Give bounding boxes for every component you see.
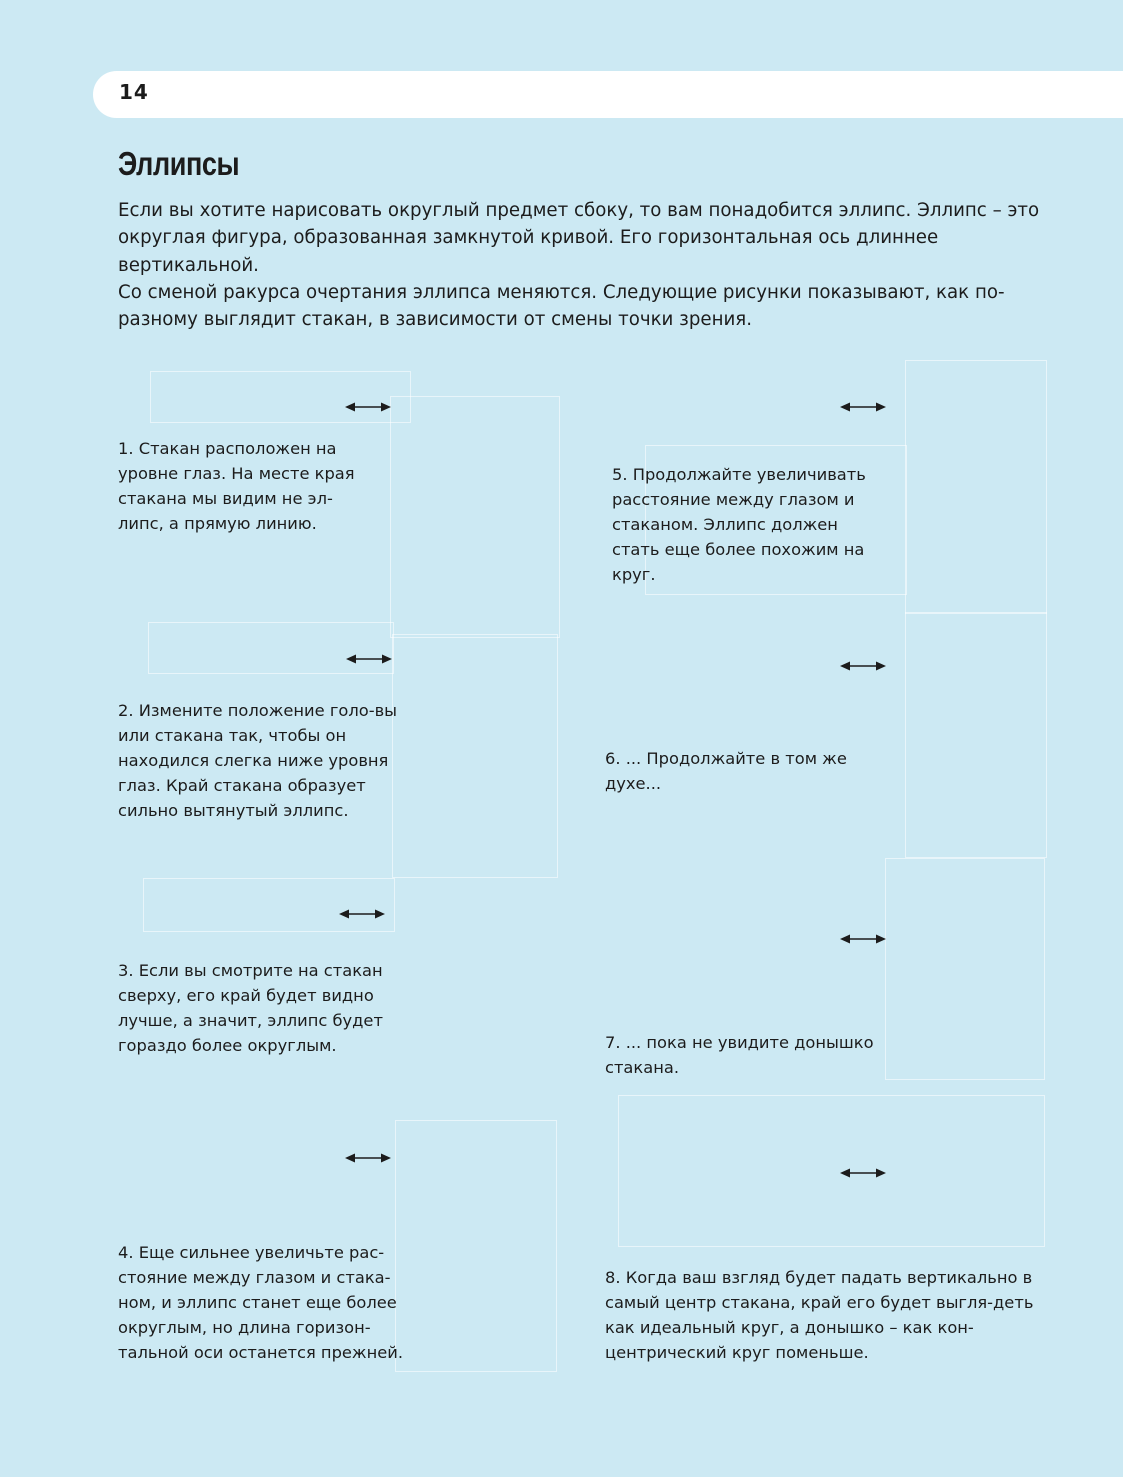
step-4-caption: 4. Еще сильнее увеличьте рас-стояние между глазом и стака-ном, и эллипс станет еще более округлым, но длина горизон-тальной оси останется прежней. bbox=[118, 1243, 404, 1362]
horizontal-axis-arrow-icon bbox=[339, 908, 385, 920]
illustration-frame bbox=[905, 360, 1047, 614]
intro-paragraph: Если вы хотите нарисовать округлый предмет сбоку, то вам понадобится эллипс. Эллипс – это округлая фигура, образованная замкнутой кривой. Его горизонтальная ось длиннее вертикальной. bbox=[118, 200, 1040, 276]
horizontal-axis-arrow-icon bbox=[840, 401, 886, 413]
illustration-frame bbox=[390, 396, 560, 638]
illustration-frame bbox=[618, 1095, 1045, 1247]
illustration-frame bbox=[905, 612, 1047, 858]
page-number: 14 bbox=[119, 80, 149, 104]
step-7-caption: 7. ... пока не увидите донышко стакана. bbox=[605, 1033, 874, 1077]
step-8-caption: 8. Когда ваш взгляд будет падать вертикально в самый центр стакана, край его будет выгля-деть как идеальный круг, а донышко – как кон-центрический круг поменьше. bbox=[605, 1268, 1034, 1362]
step-2-caption: 2. Измените положение голо-вы или стакана так, чтобы он находился слегка ниже уровня глаз. Край стакана образует сильно вытянутый эллипс. bbox=[118, 701, 398, 820]
illustration-frame bbox=[395, 1120, 557, 1372]
horizontal-axis-arrow-icon bbox=[345, 1152, 391, 1164]
intro-paragraph: Со сменой ракурса очертания эллипса меняются. Следующие рисунки показывают, как по-разному выглядит стакан, в зависимости от смены точки зрения. bbox=[118, 281, 1005, 331]
illustration-frame bbox=[148, 622, 394, 674]
horizontal-axis-arrow-icon bbox=[346, 653, 392, 665]
step-3-caption: 3. Если вы смотрите на стакан сверху, его край будет видно лучше, а значит, эллипс будет гораздо более округлым. bbox=[118, 961, 383, 1055]
step-1-caption: 1. Стакан расположен на уровне глаз. На месте края стакана мы видим не эл-липс, а прямую линию. bbox=[118, 439, 355, 533]
illustration-frame bbox=[143, 878, 395, 932]
page-title: Эллипсы bbox=[118, 145, 240, 182]
horizontal-axis-arrow-icon bbox=[840, 933, 886, 945]
intro-text bbox=[118, 197, 1058, 333]
horizontal-axis-arrow-icon bbox=[840, 1167, 886, 1179]
horizontal-axis-arrow-icon bbox=[840, 660, 886, 672]
step-6-caption: 6. ... Продолжайте в том же духе... bbox=[605, 749, 847, 793]
illustration-frame bbox=[885, 858, 1045, 1080]
header-band bbox=[93, 71, 1123, 118]
illustration-frame bbox=[392, 634, 558, 878]
illustration-frame bbox=[150, 371, 411, 423]
step-5-caption: 5. Продолжайте увеличивать расстояние между глазом и стаканом. Эллипс должен стать еще более похожим на круг. bbox=[612, 465, 866, 584]
horizontal-axis-arrow-icon bbox=[345, 401, 391, 413]
